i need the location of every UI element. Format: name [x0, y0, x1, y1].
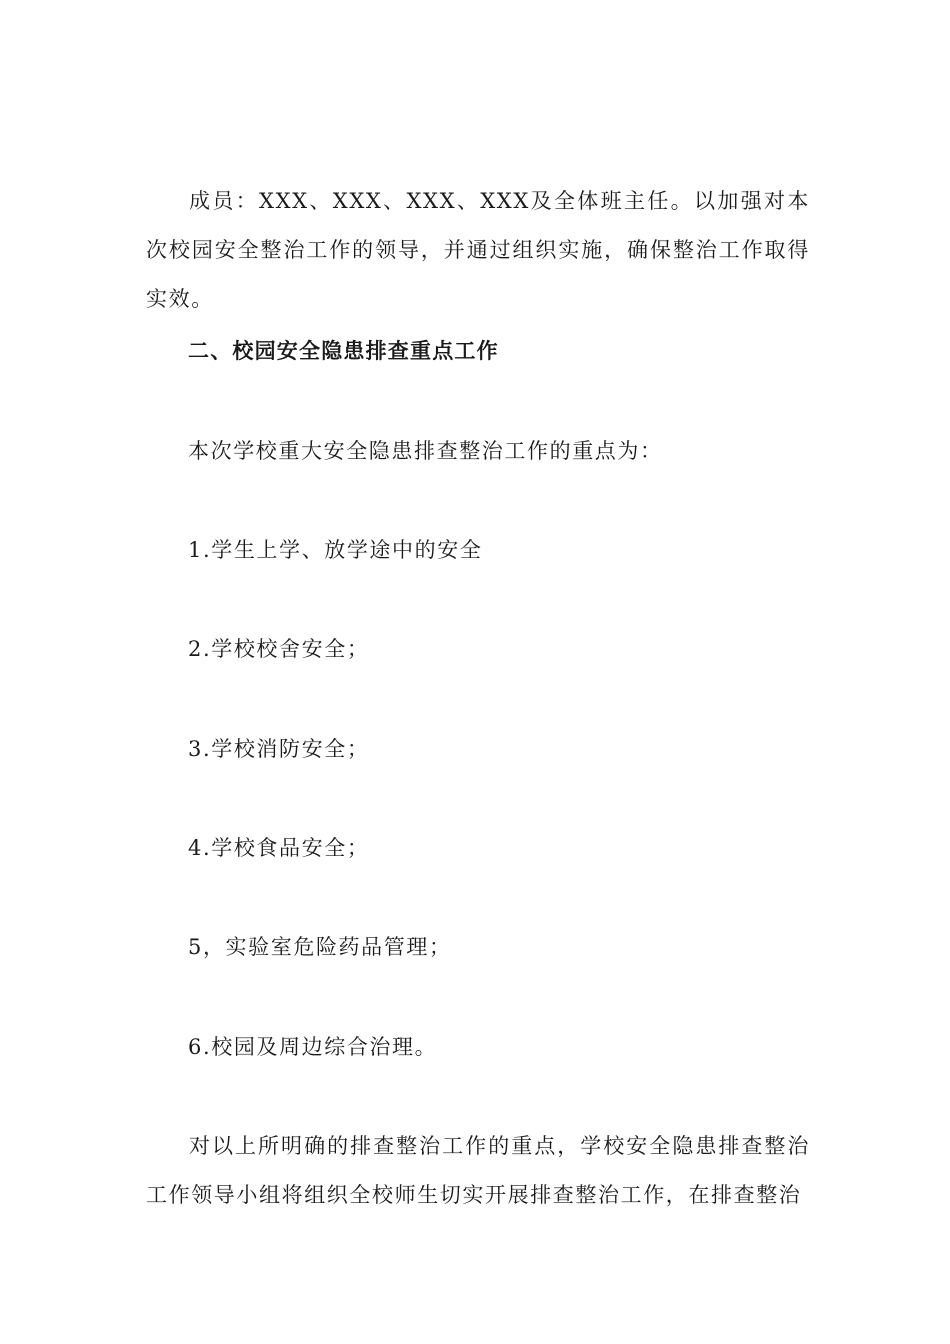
- list-item-3: 3.学校消防安全；: [188, 737, 370, 761]
- closing-paragraph: 对以上所明确的排查整治工作的重点，学校安全隐患排查整治工作领导小组将组织全校师生切实开展排查整治工作，在排查整治: [146, 1134, 810, 1207]
- list-item-1: 1.学生上学、放学途中的安全: [188, 538, 483, 562]
- list-item-2: 2.学校校舍安全；: [188, 637, 370, 661]
- list-item-4: 4.学校食品安全；: [188, 836, 370, 860]
- intro-line: 本次学校重大安全隐患排查整治工作的重点为：: [188, 439, 663, 463]
- members-paragraph: 成员：XXX、XXX、XXX、XXX及全体班主任。以加强对本次校园安全整治工作的领导，并通过组织实施，确保整治工作取得实效。: [146, 189, 810, 311]
- section-heading: 二、校园安全隐患排查重点工作: [188, 339, 499, 363]
- list-item-6: 6.校园及周边综合治理。: [188, 1035, 438, 1059]
- list-item-5: 5，实验室危险药品管理；: [188, 935, 452, 959]
